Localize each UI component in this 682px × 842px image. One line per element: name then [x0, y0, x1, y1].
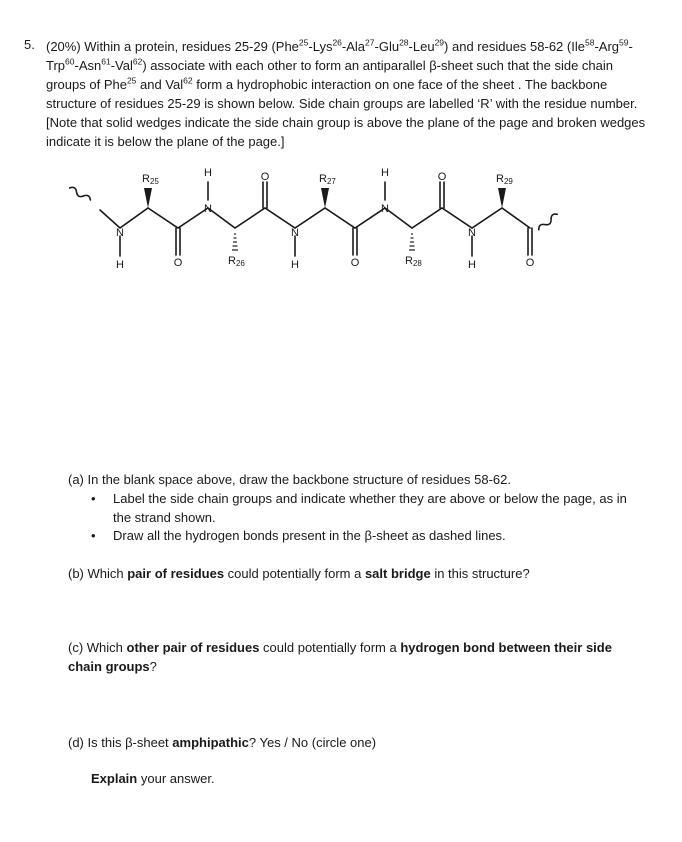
intro-text: form a hydrophobic interaction on one face of the sheet . The backbone structure of residues 25-29 is shown below. Side chain groups are labelled ‘R’ with the residue number. [Note that solid wedges indicate the side chain group is above the plane of the page and broken wedges indicate it is below the plane of the page.] [46, 77, 646, 149]
residue-superscript: 60 [65, 56, 75, 67]
intro-text: ) and residues 58-62 (Ile [444, 39, 585, 54]
backbone-diagram [60, 160, 580, 280]
squiggle-right [537, 212, 559, 231]
residue-superscript: 27 [365, 37, 375, 48]
squiggle-left [68, 186, 91, 202]
intro-text: -Ala [341, 39, 366, 54]
intro-text: -Asn [74, 58, 102, 73]
r-label-27: R27 [319, 173, 336, 186]
bullet-text-2: Draw all the hydrogen bonds present in the β-sheet as dashed lines. [113, 528, 506, 543]
residue-superscript: 62 [132, 56, 143, 67]
wedge-solid-25 [144, 188, 152, 208]
residue-superscript: 28 [399, 37, 409, 48]
atom-n-5: N [468, 227, 476, 239]
backbone-line [100, 208, 530, 228]
atom-n-1: N [116, 227, 124, 239]
wedge-solid-29 [498, 188, 506, 208]
intro-text: (20%) Within a protein, residues 25-29 (Phe [46, 39, 299, 54]
intro-text: -Leu [408, 39, 435, 54]
r-label-29: R29 [496, 173, 513, 186]
atom-h-1: H [116, 259, 124, 271]
atom-h-5: H [468, 259, 476, 271]
residue-superscript: 58 [584, 37, 595, 48]
r-label-28: R28 [405, 255, 422, 268]
question-number: 5. [24, 37, 35, 52]
part-b: (b) Which pair of residues could potentially form a salt bridge in this structure? [68, 566, 530, 581]
intro-text: ) associate with each other to form an antiparallel β-sheet such that the side chain groups of Phe [46, 58, 614, 92]
intro-text: -Val [110, 58, 133, 73]
residue-superscript: 59 [619, 37, 629, 48]
bullet-text-1: Label the side chain groups and indicate whether they are above or below the page, as in the strand shown. [113, 491, 627, 525]
intro-text: and Val [136, 77, 184, 92]
bullet-dot: • [91, 491, 96, 506]
bullet-dot: • [91, 528, 96, 543]
residue-superscript: 25 [298, 37, 309, 48]
residue-superscript: 25 [126, 75, 137, 86]
question-intro [46, 37, 646, 151]
atom-o-2: O [260, 171, 270, 183]
intro-text: -Trp [46, 39, 633, 73]
residue-superscript: 61 [101, 56, 111, 67]
residue-superscript: 62 [183, 75, 193, 86]
explain-prompt: Explain your answer. [91, 771, 215, 786]
atom-n-4: N [381, 203, 389, 215]
part-c: (c) Which other pair of residues could potentially form a hydrogen bond between their side chain groups? [68, 640, 612, 674]
atom-n-3: N [291, 227, 299, 239]
intro-text: -Glu [374, 39, 400, 54]
atom-o-1: O [173, 257, 183, 269]
wedge-solid-27 [321, 188, 329, 208]
atom-o-5: O [525, 257, 535, 269]
intro-text: -Lys [308, 39, 333, 54]
atom-h-2: H [204, 167, 212, 179]
atom-o-3: O [350, 257, 360, 269]
atom-o-4: O [437, 171, 447, 183]
part-d: (d) Is this β-sheet amphipathic? Yes / No (circle one) [68, 735, 377, 750]
bullet-item-1 [91, 489, 641, 527]
atom-h-4: H [381, 167, 389, 179]
part-a: (a) In the blank space above, draw the backbone structure of residues 58-62. [68, 472, 511, 487]
atom-h-3: H [291, 259, 299, 271]
intro-text: -Arg [594, 39, 619, 54]
r-label-25: R25 [142, 173, 159, 186]
bullet-item-2 [91, 526, 641, 545]
residue-superscript: 26 [332, 37, 342, 48]
atom-n-2: N [204, 203, 212, 215]
residue-superscript: 29 [434, 37, 445, 48]
r-label-26: R26 [228, 255, 245, 268]
